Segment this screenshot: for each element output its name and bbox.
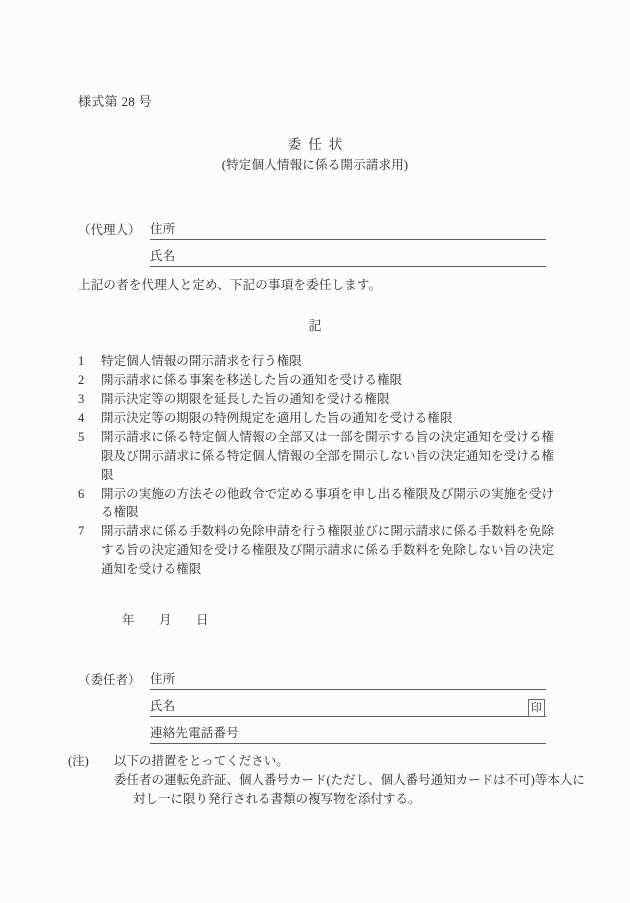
authority-item bbox=[78, 390, 554, 409]
agent-address-field[interactable] bbox=[150, 219, 546, 240]
authority-text: 開示決定等の期限を延長した旨の通知を受ける権限 bbox=[101, 392, 390, 407]
authority-text: 開示の実施の方法その他政令で定める事項を申し出る権限及び開示の実施を受ける権限 bbox=[101, 486, 554, 520]
authority-item bbox=[78, 352, 554, 371]
agent-block bbox=[78, 219, 546, 267]
delegator-phone-field[interactable] bbox=[150, 723, 546, 744]
authority-number: 2 bbox=[78, 373, 85, 388]
delegator-name-label: 氏名 bbox=[150, 699, 176, 713]
authority-item bbox=[78, 522, 554, 578]
delegator-phone-label: 連絡先電話番号 bbox=[150, 726, 239, 740]
authority-text: 開示請求に係る事案を移送した旨の通知を受ける権限 bbox=[101, 373, 403, 388]
authority-item bbox=[78, 428, 554, 484]
authority-list bbox=[78, 352, 554, 579]
delegator-field-list bbox=[150, 669, 546, 744]
seal-stamp-icon: 印 bbox=[528, 699, 545, 717]
authority-number: 6 bbox=[78, 486, 85, 501]
authority-number: 4 bbox=[78, 411, 85, 426]
authority-item bbox=[78, 485, 554, 522]
delegator-address-label: 住所 bbox=[150, 672, 176, 686]
notes-heading: 以下の措置をとってください。 bbox=[114, 754, 289, 768]
delegator-address-field[interactable] bbox=[150, 669, 546, 690]
authority-number: 5 bbox=[78, 430, 85, 445]
authority-item bbox=[78, 409, 554, 428]
delegator-block bbox=[78, 669, 546, 744]
agent-block-label: （代理人） bbox=[78, 223, 141, 237]
authority-number: 1 bbox=[78, 354, 85, 368]
authority-text: 特定個人情報の開示請求を行う権限 bbox=[101, 354, 302, 368]
authority-text: 開示決定等の期限の特例規定を適用した旨の通知を受ける権限 bbox=[101, 411, 453, 426]
notes-line-2: 対し一に限り発行される書類の複写物を添付する。 bbox=[133, 792, 421, 806]
agent-field-list bbox=[150, 219, 546, 267]
authority-number: 3 bbox=[78, 392, 85, 407]
form-number: 様式第 28 号 bbox=[78, 94, 152, 109]
authority-text: 開示請求に係る特定個人情報の全部又は一部を開示する旨の決定通知を受ける権限及び開示請求に係る特定個人情報の全部を開示しない旨の決定通知を受ける権限 bbox=[101, 430, 554, 482]
delegator-block-label: （委任者） bbox=[78, 673, 141, 687]
notes-section bbox=[68, 752, 585, 809]
notes-line-1: 委任者の運転免許証、個人番号カード(ただし、個人番号通知カードは不可)等本人に bbox=[114, 773, 585, 787]
list-heading: 記 bbox=[308, 318, 322, 333]
delegation-statement: 上記の者を代理人と定め、下記の事項を委任します。 bbox=[78, 278, 382, 292]
agent-name-field[interactable] bbox=[150, 246, 546, 267]
notes-marker: (注) bbox=[68, 754, 89, 768]
notes-body bbox=[114, 771, 585, 809]
document-title: 委任状 bbox=[287, 137, 350, 152]
authority-item bbox=[78, 371, 554, 390]
delegator-name-field[interactable] bbox=[150, 696, 546, 717]
authority-text: 開示請求に係る手数料の免除申請を行う権限並びに開示請求に係る手数料を免除する旨の決定通知を受ける権限及び開示請求に係る手数料を免除しない旨の決定通知を受ける権限 bbox=[101, 524, 554, 576]
document-subtitle: (特定個人情報に係る開示請求用) bbox=[221, 158, 409, 172]
authority-number: 7 bbox=[78, 524, 85, 539]
agent-address-label: 住所 bbox=[150, 222, 176, 236]
agent-name-label: 氏名 bbox=[150, 249, 176, 263]
notes-heading-row bbox=[68, 752, 568, 771]
date-line[interactable]: 年 月 日 bbox=[122, 613, 215, 627]
